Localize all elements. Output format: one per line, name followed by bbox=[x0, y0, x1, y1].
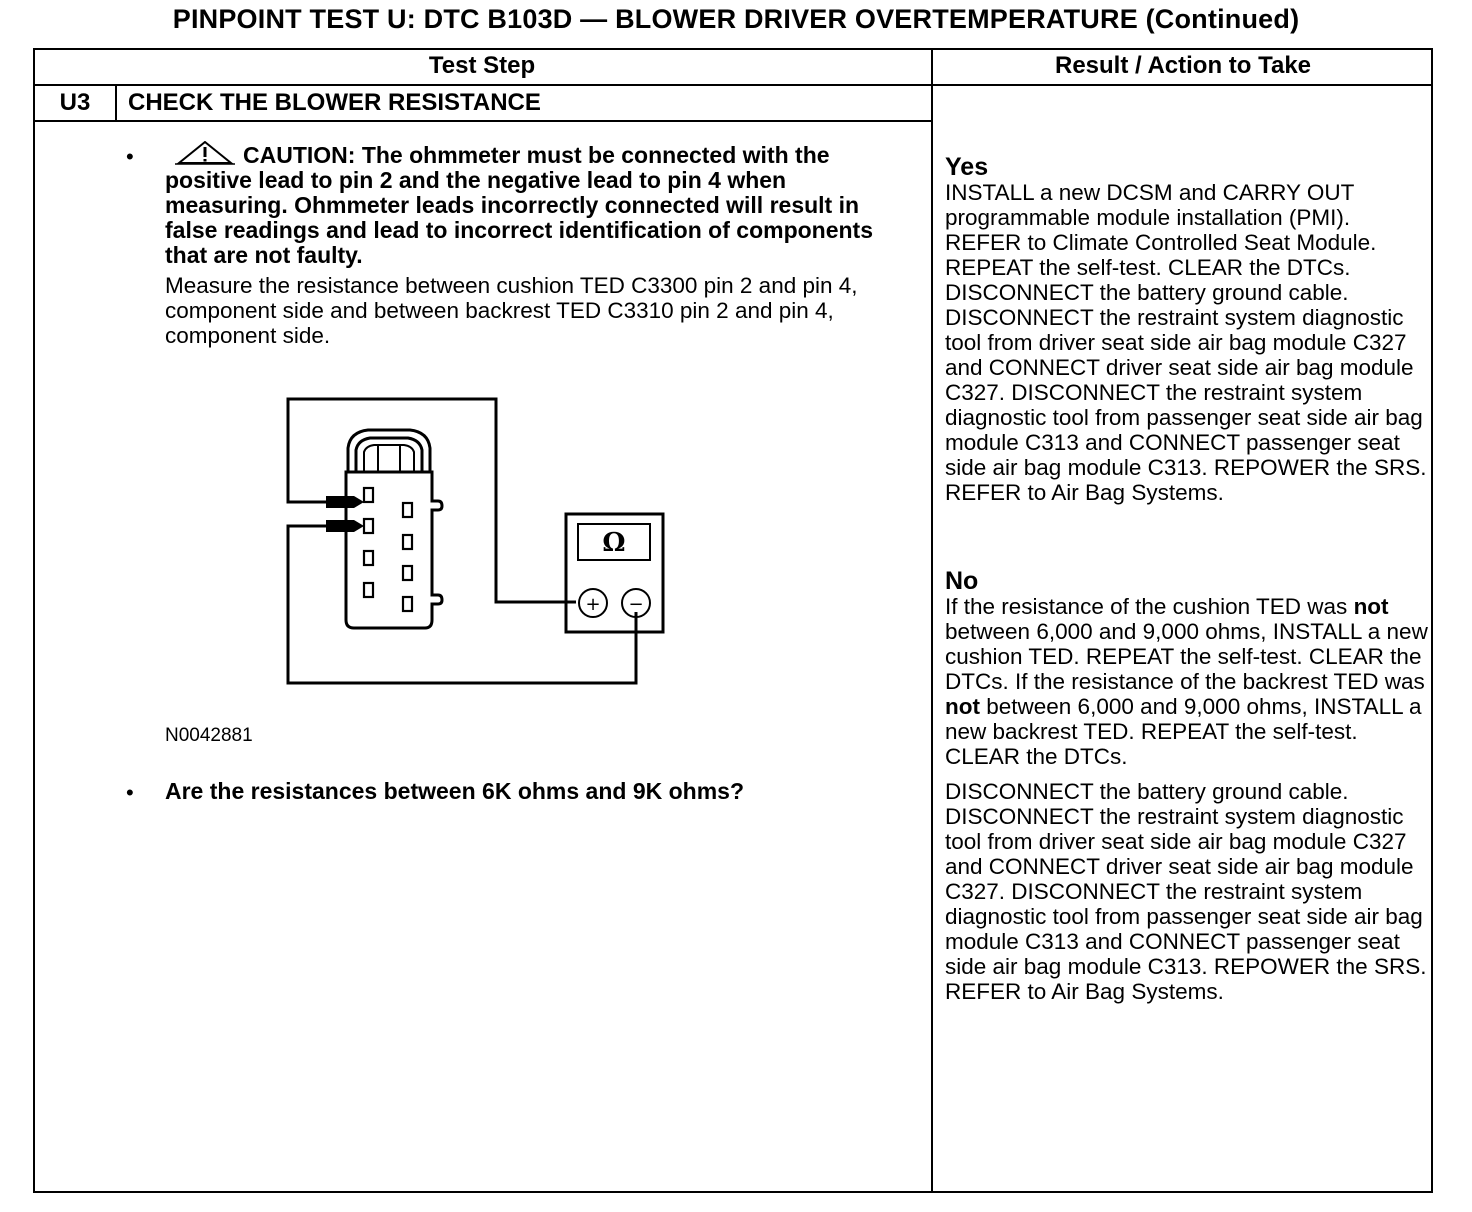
header-result: Result / Action to Take bbox=[1054, 52, 1312, 79]
plus-symbol: + bbox=[585, 594, 601, 615]
result-yes bbox=[945, 154, 1431, 505]
step-id-divider bbox=[115, 84, 117, 122]
bullet-question: • bbox=[126, 780, 134, 805]
warning-icon bbox=[165, 141, 243, 168]
ohm-symbol: Ω bbox=[602, 528, 626, 558]
ohmmeter-connection-diagram bbox=[270, 390, 690, 705]
positive-probe bbox=[326, 496, 364, 508]
no-label: No bbox=[945, 567, 979, 595]
page-title: PINPOINT TEST U: DTC B103D — BLOWER DRIVER OVERTEMPERATURE (Continued) bbox=[172, 4, 1300, 34]
not-emphasis-1: not bbox=[1353, 594, 1389, 619]
measure-instruction: Measure the resistance between cushion TED C3300 pin 2 and pin 4, component side and between backrest TED C3310 pin 2 and pin 4, component side. bbox=[165, 273, 858, 348]
negative-lead-wire bbox=[288, 526, 636, 683]
question-text: Are the resistances between 6K ohms and 9K ohms? bbox=[165, 778, 745, 804]
header-test-step: Test Step bbox=[428, 52, 536, 79]
step-title-divider bbox=[33, 120, 933, 122]
bullet-caution: • bbox=[126, 144, 134, 169]
header-divider bbox=[33, 84, 1433, 86]
yes-label: Yes bbox=[945, 153, 989, 181]
yes-text: INSTALL a new DCSM and CARRY OUT programmable module installation (PMI). REFER to Climate Controlled Seat Module. REPEAT the self-test. CLEAR the DTCs. DISCONNECT the battery ground cable. DISCONNECT the restraint system diagnostic tool from driver seat side air bag module C327 and CONNECT driver seat side air bag module C327. DISCONNECT the restraint system diagnostic tool from passenger seat side air bag module C313 and CONNECT passenger seat side air bag module C313. REPOWER the SRS. REFER to Air Bag Systems. bbox=[945, 180, 1427, 505]
result-no bbox=[945, 568, 1431, 1004]
negative-probe bbox=[326, 520, 364, 532]
step-id: U3 bbox=[59, 89, 91, 116]
minus-symbol: − bbox=[628, 594, 644, 615]
no-text-1: If the resistance of the cushion TED was not between 6,000 and 9,000 ohms, INSTALL a new cushion TED. REPEAT the self-test. CLEAR the DTCs. If the resistance of the backrest TED was not between 6,000 and 9,000 ohms, INSTALL a new backrest TED. REPEAT the self-test. CLEAR the DTCs. bbox=[945, 594, 1428, 769]
no-text-2: DISCONNECT the battery ground cable. DISCONNECT the restraint system diagnostic tool from driver seat side air bag module C327 and CONNECT driver seat side air bag module C327. DISCONNECT the restraint system diagnostic tool from passenger seat side air bag module C313 and CONNECT passenger seat side air bag module C313. REPOWER the SRS. REFER to Air Bag Systems. bbox=[945, 779, 1427, 1004]
connector-latch bbox=[348, 430, 430, 472]
step-title: CHECK THE BLOWER RESISTANCE bbox=[128, 89, 541, 116]
not-emphasis-2: not bbox=[945, 694, 980, 719]
connector-housing bbox=[346, 472, 442, 628]
caution-text bbox=[165, 141, 915, 268]
column-divider bbox=[931, 48, 933, 1193]
figure-id: N0042881 bbox=[165, 725, 253, 746]
caution-body: CAUTION: The ohmmeter must be connected with the positive lead to pin 2 and the negative lead to pin 4 when measuring. Ohmmeter leads incorrectly connected will result in false readings and lead to incorrect identification of components that are not faulty. bbox=[165, 142, 874, 268]
